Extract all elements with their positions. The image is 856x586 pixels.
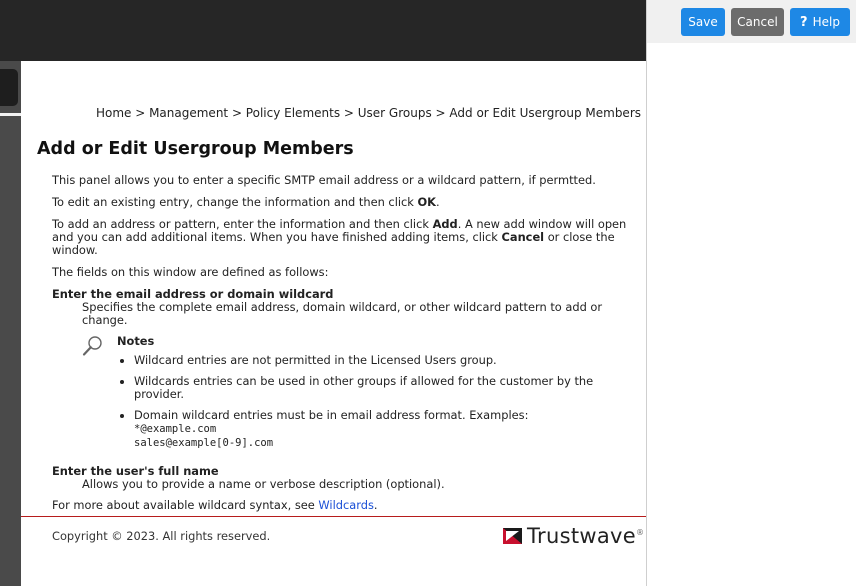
- question-icon: ?: [800, 14, 808, 30]
- magnifier-icon: [82, 335, 104, 357]
- app-sidebar-divider: [0, 113, 21, 116]
- help-label: Help: [812, 15, 840, 29]
- wildcards-link[interactable]: Wildcards: [318, 498, 374, 512]
- notes-item: • Domain wildcard entries must be in email address format. Examples: *@example.com sales@example[0-9].com: [134, 409, 594, 450]
- example-wildcard: sales@example[0-9].com: [134, 437, 274, 449]
- cancel-button[interactable]: Cancel: [731, 8, 784, 36]
- app-header: [0, 0, 646, 61]
- fields-intro: The fields on this window are defined as follows:: [52, 265, 329, 279]
- notes-box: [82, 335, 632, 463]
- logo-text: Trustwave: [527, 524, 636, 548]
- edit-paragraph: To edit an existing entry, change the information and then click OK.: [52, 195, 440, 209]
- field-email-desc: Specifies the complete email address, domain wildcard, or other wildcard pattern to add or change.: [82, 300, 603, 327]
- help-button[interactable]: [790, 8, 850, 36]
- breadcrumb: Home > Management > Policy Elements > User Groups > Add or Edit Usergroup Members: [95, 106, 641, 120]
- trustwave-logo-mark-icon: [503, 527, 523, 545]
- save-button[interactable]: Save: [681, 8, 725, 36]
- right-panel: [646, 0, 856, 586]
- footer-divider: [21, 516, 646, 517]
- copyright: Copyright © 2023. All rights reserved.: [52, 529, 271, 543]
- example-wildcard: *@example.com: [134, 423, 217, 435]
- field-name-desc: Allows you to provide a name or verbose description (optional).: [82, 477, 445, 491]
- page-title: Add or Edit Usergroup Members: [37, 139, 354, 159]
- more-paragraph: For more about available wildcard syntax, see Wildcards.: [52, 498, 378, 512]
- notes-list: [122, 354, 594, 458]
- notes-title: Notes: [117, 334, 155, 348]
- add-paragraph: To add an address or pattern, enter the information and then click Add. A new add window will open and you can add additional items. When you have finished adding items, click Cancel or close the window.: [52, 217, 627, 257]
- notes-item: • Wildcards entries can be used in other groups if allowed for the customer by the provider.: [134, 375, 594, 401]
- app-sidebar: [0, 61, 21, 586]
- help-content: [52, 174, 632, 521]
- field-email-title: Enter the email address or domain wildcard: [52, 287, 334, 301]
- trustwave-logo: [503, 524, 644, 548]
- registered-mark: ®: [635, 528, 644, 537]
- help-panel: [21, 61, 646, 586]
- intro-paragraph: This panel allows you to enter a specific SMTP email address or a wildcard pattern, if permtted.: [52, 173, 596, 187]
- app-sidebar-item[interactable]: [0, 69, 18, 106]
- field-name-title: Enter the user's full name: [52, 464, 219, 478]
- notes-item: • Wildcard entries are not permitted in the Licensed Users group.: [134, 354, 594, 367]
